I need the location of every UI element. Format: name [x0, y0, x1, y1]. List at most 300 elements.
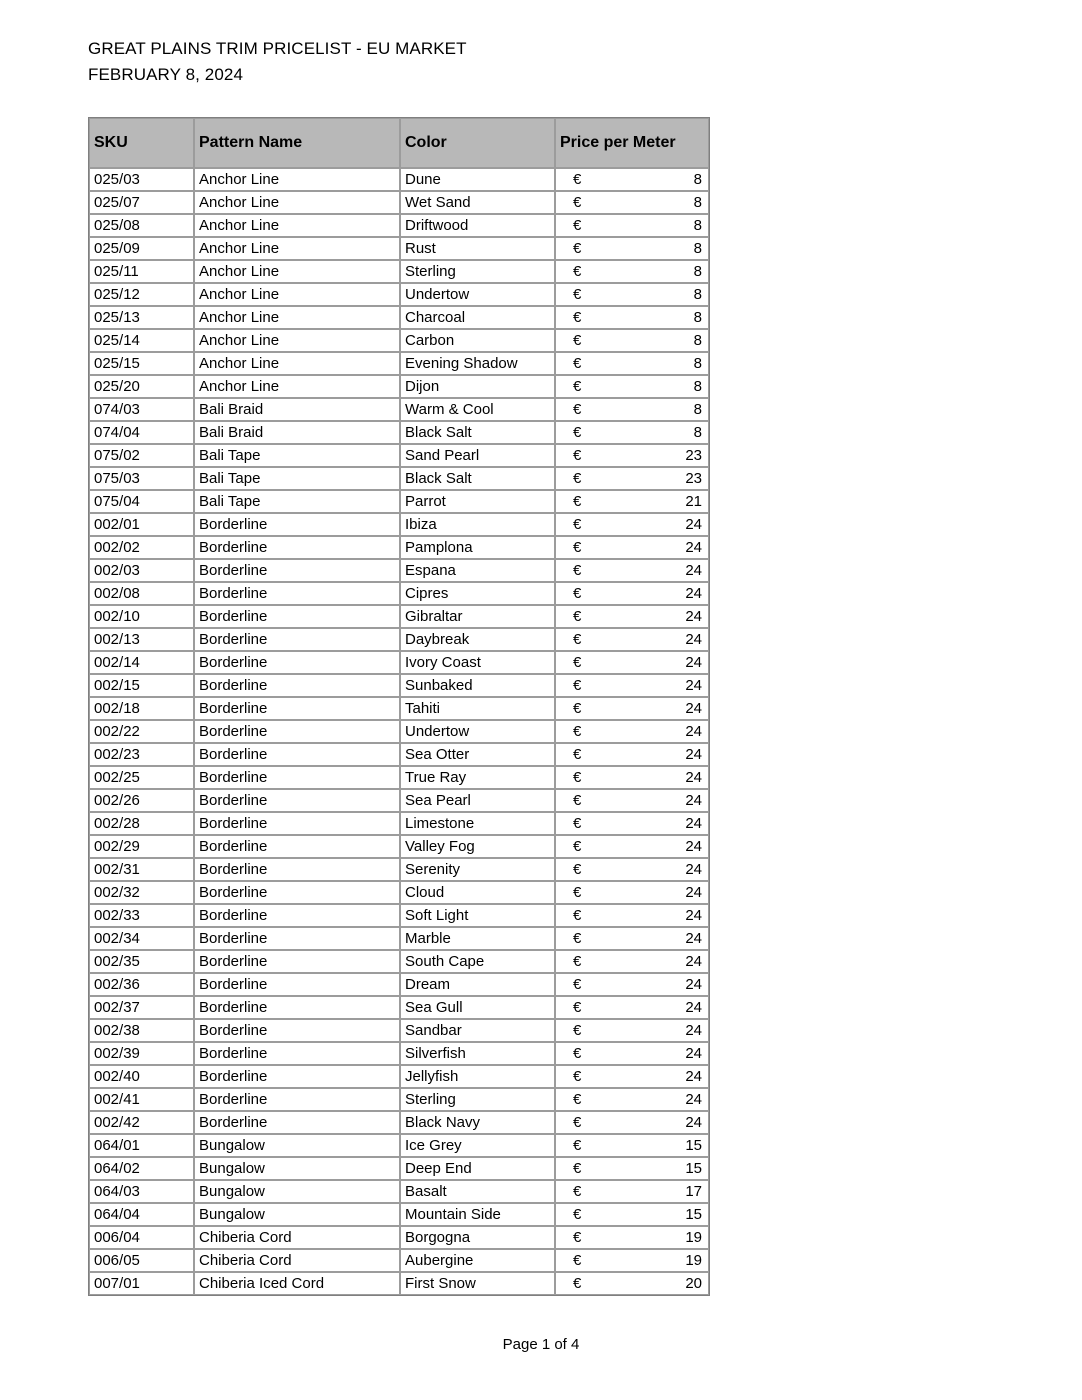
pattern-cell: Anchor Line: [194, 260, 400, 283]
currency-symbol: €: [573, 378, 582, 395]
table-row: [89, 1157, 709, 1180]
color-cell: Basalt: [400, 1180, 555, 1203]
sku-cell: 025/14: [89, 329, 194, 352]
price-wrap: [560, 677, 706, 694]
price-cell: [555, 306, 709, 329]
table-row: [89, 927, 709, 950]
currency-symbol: €: [573, 1183, 582, 1200]
price-value: 24: [685, 861, 702, 878]
sku-cell: 025/11: [89, 260, 194, 283]
sku-cell: 007/01: [89, 1272, 194, 1295]
pattern-cell: Chiberia Iced Cord: [194, 1272, 400, 1295]
color-cell: Dream: [400, 973, 555, 996]
color-cell: Black Salt: [400, 421, 555, 444]
pattern-cell: Anchor Line: [194, 283, 400, 306]
price-wrap: [560, 884, 706, 901]
price-wrap: [560, 286, 706, 303]
sku-cell: 002/35: [89, 950, 194, 973]
price-value: 24: [685, 700, 702, 717]
price-value: 17: [685, 1183, 702, 1200]
price-wrap: [560, 309, 706, 326]
currency-symbol: €: [573, 493, 582, 510]
price-wrap: [560, 838, 706, 855]
price-cell: [555, 1203, 709, 1226]
currency-symbol: €: [573, 746, 582, 763]
price-wrap: [560, 240, 706, 257]
currency-symbol: €: [573, 194, 582, 211]
sku-cell: 025/09: [89, 237, 194, 260]
price-wrap: [560, 447, 706, 464]
price-value: 24: [685, 976, 702, 993]
price-cell: [555, 1272, 709, 1295]
price-value: 24: [685, 723, 702, 740]
title-block: [88, 36, 467, 88]
price-wrap: [560, 654, 706, 671]
currency-symbol: €: [573, 723, 582, 740]
table-row: [89, 306, 709, 329]
price-wrap: [560, 332, 706, 349]
table-row: [89, 651, 709, 674]
color-cell: Gibraltar: [400, 605, 555, 628]
pattern-cell: Borderline: [194, 651, 400, 674]
price-cell: [555, 1226, 709, 1249]
table-row: [89, 398, 709, 421]
price-wrap: [560, 608, 706, 625]
price-wrap: [560, 355, 706, 372]
price-wrap: [560, 539, 706, 556]
pattern-cell: Borderline: [194, 559, 400, 582]
price-cell: [555, 1249, 709, 1272]
price-value: 24: [685, 953, 702, 970]
currency-symbol: €: [573, 999, 582, 1016]
price-value: 24: [685, 654, 702, 671]
price-wrap: [560, 700, 706, 717]
price-value: 24: [685, 838, 702, 855]
color-cell: Wet Sand: [400, 191, 555, 214]
sku-cell: 002/22: [89, 720, 194, 743]
currency-symbol: €: [573, 355, 582, 372]
price-cell: [555, 398, 709, 421]
price-value: 19: [685, 1252, 702, 1269]
table-row: [89, 743, 709, 766]
sku-cell: 002/41: [89, 1088, 194, 1111]
price-value: 8: [693, 171, 702, 188]
pattern-cell: Borderline: [194, 605, 400, 628]
price-value: 15: [685, 1137, 702, 1154]
table-row: [89, 352, 709, 375]
price-value: 24: [685, 930, 702, 947]
price-value: 23: [685, 447, 702, 464]
pattern-cell: Bungalow: [194, 1134, 400, 1157]
price-wrap: [560, 1068, 706, 1085]
currency-symbol: €: [573, 930, 582, 947]
price-value: 24: [685, 907, 702, 924]
price-cell: [555, 651, 709, 674]
pattern-cell: Borderline: [194, 513, 400, 536]
price-wrap: [560, 493, 706, 510]
price-cell: [555, 536, 709, 559]
price-wrap: [560, 516, 706, 533]
price-value: 15: [685, 1206, 702, 1223]
table-row: [89, 766, 709, 789]
price-cell: [555, 352, 709, 375]
sku-cell: 006/04: [89, 1226, 194, 1249]
pattern-cell: Borderline: [194, 582, 400, 605]
pattern-cell: Borderline: [194, 927, 400, 950]
table-row: [89, 329, 709, 352]
table-row: [89, 996, 709, 1019]
price-wrap: [560, 1229, 706, 1246]
pattern-cell: Bali Braid: [194, 421, 400, 444]
table-row: [89, 467, 709, 490]
color-cell: Limestone: [400, 812, 555, 835]
currency-symbol: €: [573, 424, 582, 441]
pattern-cell: Borderline: [194, 881, 400, 904]
table-row: [89, 513, 709, 536]
header-sku: SKU: [89, 118, 194, 168]
color-cell: Evening Shadow: [400, 352, 555, 375]
price-value: 8: [693, 309, 702, 326]
currency-symbol: €: [573, 516, 582, 533]
currency-symbol: €: [573, 217, 582, 234]
currency-symbol: €: [573, 976, 582, 993]
sku-cell: 075/02: [89, 444, 194, 467]
table-row: [89, 1019, 709, 1042]
color-cell: Cloud: [400, 881, 555, 904]
table-row: [89, 283, 709, 306]
price-cell: [555, 513, 709, 536]
pattern-cell: Anchor Line: [194, 306, 400, 329]
currency-symbol: €: [573, 539, 582, 556]
color-cell: Jellyfish: [400, 1065, 555, 1088]
table-row: [89, 1134, 709, 1157]
price-wrap: [560, 217, 706, 234]
price-wrap: [560, 470, 706, 487]
currency-symbol: €: [573, 171, 582, 188]
color-cell: Cipres: [400, 582, 555, 605]
color-cell: Silverfish: [400, 1042, 555, 1065]
sku-cell: 074/03: [89, 398, 194, 421]
table-row: [89, 421, 709, 444]
price-wrap: [560, 907, 706, 924]
pattern-cell: Borderline: [194, 789, 400, 812]
price-wrap: [560, 976, 706, 993]
price-cell: [555, 375, 709, 398]
price-wrap: [560, 424, 706, 441]
color-cell: Espana: [400, 559, 555, 582]
currency-symbol: €: [573, 240, 582, 257]
price-value: 24: [685, 792, 702, 809]
price-value: 24: [685, 1068, 702, 1085]
pattern-cell: Borderline: [194, 950, 400, 973]
color-cell: Tahiti: [400, 697, 555, 720]
price-cell: [555, 1157, 709, 1180]
price-cell: [555, 789, 709, 812]
price-value: 8: [693, 286, 702, 303]
price-cell: [555, 766, 709, 789]
color-cell: Charcoal: [400, 306, 555, 329]
price-wrap: [560, 585, 706, 602]
currency-symbol: €: [573, 309, 582, 326]
sku-cell: 064/03: [89, 1180, 194, 1203]
price-value: 15: [685, 1160, 702, 1177]
currency-symbol: €: [573, 769, 582, 786]
price-value: 24: [685, 539, 702, 556]
price-cell: [555, 329, 709, 352]
table-row: [89, 490, 709, 513]
pattern-cell: Borderline: [194, 1042, 400, 1065]
currency-symbol: €: [573, 792, 582, 809]
price-wrap: [560, 378, 706, 395]
price-cell: [555, 835, 709, 858]
currency-symbol: €: [573, 332, 582, 349]
price-wrap: [560, 401, 706, 418]
currency-symbol: €: [573, 700, 582, 717]
price-wrap: [560, 792, 706, 809]
sku-cell: 002/10: [89, 605, 194, 628]
sku-cell: 064/02: [89, 1157, 194, 1180]
table-row: [89, 720, 709, 743]
table-row: [89, 674, 709, 697]
pattern-cell: Borderline: [194, 628, 400, 651]
color-cell: Sterling: [400, 260, 555, 283]
color-cell: First Snow: [400, 1272, 555, 1295]
currency-symbol: €: [573, 1114, 582, 1131]
table-row: [89, 1203, 709, 1226]
sku-cell: 002/32: [89, 881, 194, 904]
price-cell: [555, 743, 709, 766]
price-value: 20: [685, 1275, 702, 1292]
pattern-cell: Anchor Line: [194, 237, 400, 260]
price-cell: [555, 605, 709, 628]
sku-cell: 025/08: [89, 214, 194, 237]
pattern-cell: Anchor Line: [194, 375, 400, 398]
currency-symbol: €: [573, 1022, 582, 1039]
sku-cell: 002/01: [89, 513, 194, 536]
price-wrap: [560, 999, 706, 1016]
price-wrap: [560, 815, 706, 832]
color-cell: Deep End: [400, 1157, 555, 1180]
price-cell: [555, 214, 709, 237]
price-wrap: [560, 861, 706, 878]
color-cell: Pamplona: [400, 536, 555, 559]
color-cell: Sandbar: [400, 1019, 555, 1042]
color-cell: True Ray: [400, 766, 555, 789]
pattern-cell: Anchor Line: [194, 352, 400, 375]
pattern-cell: Chiberia Cord: [194, 1249, 400, 1272]
pattern-cell: Borderline: [194, 674, 400, 697]
currency-symbol: €: [573, 631, 582, 648]
sku-cell: 002/38: [89, 1019, 194, 1042]
pattern-cell: Anchor Line: [194, 214, 400, 237]
price-wrap: [560, 562, 706, 579]
table-row: [89, 1226, 709, 1249]
sku-cell: 025/13: [89, 306, 194, 329]
sku-cell: 002/23: [89, 743, 194, 766]
sku-cell: 002/25: [89, 766, 194, 789]
page-footer: Page 1 of 4: [502, 1336, 580, 1353]
table-row: [89, 789, 709, 812]
table-row: [89, 628, 709, 651]
color-cell: Marble: [400, 927, 555, 950]
currency-symbol: €: [573, 861, 582, 878]
pattern-cell: Anchor Line: [194, 168, 400, 191]
price-cell: [555, 1042, 709, 1065]
color-cell: Dijon: [400, 375, 555, 398]
currency-symbol: €: [573, 907, 582, 924]
currency-symbol: €: [573, 884, 582, 901]
pattern-cell: Borderline: [194, 858, 400, 881]
pattern-cell: Bungalow: [194, 1157, 400, 1180]
pattern-cell: Borderline: [194, 766, 400, 789]
table-row: [89, 375, 709, 398]
table-row: [89, 904, 709, 927]
price-value: 24: [685, 815, 702, 832]
color-cell: Black Navy: [400, 1111, 555, 1134]
currency-symbol: €: [573, 815, 582, 832]
pattern-cell: Borderline: [194, 1019, 400, 1042]
price-value: 24: [685, 516, 702, 533]
pattern-cell: Anchor Line: [194, 329, 400, 352]
currency-symbol: €: [573, 1252, 582, 1269]
price-wrap: [560, 723, 706, 740]
color-cell: Carbon: [400, 329, 555, 352]
sku-cell: 002/29: [89, 835, 194, 858]
color-cell: Sea Pearl: [400, 789, 555, 812]
sku-cell: 002/42: [89, 1111, 194, 1134]
currency-symbol: €: [573, 1275, 582, 1292]
color-cell: Borgogna: [400, 1226, 555, 1249]
price-wrap: [560, 953, 706, 970]
table-row: [89, 605, 709, 628]
pattern-cell: Borderline: [194, 1088, 400, 1111]
color-cell: Sea Otter: [400, 743, 555, 766]
sku-cell: 025/12: [89, 283, 194, 306]
price-cell: [555, 1134, 709, 1157]
price-value: 8: [693, 401, 702, 418]
price-cell: [555, 559, 709, 582]
color-cell: Rust: [400, 237, 555, 260]
price-wrap: [560, 194, 706, 211]
currency-symbol: €: [573, 1091, 582, 1108]
price-cell: [555, 1065, 709, 1088]
price-cell: [555, 628, 709, 651]
table-row: [89, 1111, 709, 1134]
sku-cell: 025/03: [89, 168, 194, 191]
price-wrap: [560, 171, 706, 188]
pattern-cell: Bali Braid: [194, 398, 400, 421]
color-cell: Soft Light: [400, 904, 555, 927]
price-cell: [555, 720, 709, 743]
price-value: 24: [685, 677, 702, 694]
currency-symbol: €: [573, 1206, 582, 1223]
sku-cell: 025/20: [89, 375, 194, 398]
price-value: 23: [685, 470, 702, 487]
sku-cell: 002/31: [89, 858, 194, 881]
price-value: 24: [685, 999, 702, 1016]
price-wrap: [560, 1252, 706, 1269]
price-value: 24: [685, 1091, 702, 1108]
table-row: [89, 812, 709, 835]
sku-cell: 002/08: [89, 582, 194, 605]
sku-cell: 002/37: [89, 996, 194, 1019]
currency-symbol: €: [573, 286, 582, 303]
pattern-cell: Chiberia Cord: [194, 1226, 400, 1249]
price-cell: [555, 444, 709, 467]
color-cell: Sand Pearl: [400, 444, 555, 467]
table-row: [89, 1042, 709, 1065]
pattern-cell: Bungalow: [194, 1180, 400, 1203]
table-row: [89, 881, 709, 904]
price-cell: [555, 237, 709, 260]
pattern-cell: Borderline: [194, 720, 400, 743]
table-row: [89, 536, 709, 559]
color-cell: Driftwood: [400, 214, 555, 237]
pattern-cell: Bungalow: [194, 1203, 400, 1226]
document-date: FEBRUARY 8, 2024: [88, 65, 243, 84]
color-cell: Warm & Cool: [400, 398, 555, 421]
sku-cell: 002/14: [89, 651, 194, 674]
currency-symbol: €: [573, 608, 582, 625]
sku-cell: 002/15: [89, 674, 194, 697]
pattern-cell: Bali Tape: [194, 467, 400, 490]
sku-cell: 064/04: [89, 1203, 194, 1226]
table-row: [89, 1249, 709, 1272]
price-value: 24: [685, 562, 702, 579]
price-value: 19: [685, 1229, 702, 1246]
price-value: 8: [693, 217, 702, 234]
currency-symbol: €: [573, 1229, 582, 1246]
price-value: 8: [693, 355, 702, 372]
sku-cell: 025/07: [89, 191, 194, 214]
pattern-cell: Borderline: [194, 835, 400, 858]
sku-cell: 002/40: [89, 1065, 194, 1088]
price-value: 24: [685, 631, 702, 648]
sku-cell: 002/13: [89, 628, 194, 651]
currency-symbol: €: [573, 447, 582, 464]
header-price-per-meter: Price per Meter: [555, 118, 709, 168]
table-row: [89, 260, 709, 283]
color-cell: Dune: [400, 168, 555, 191]
price-cell: [555, 881, 709, 904]
price-cell: [555, 973, 709, 996]
table-row: [89, 582, 709, 605]
sku-cell: 002/39: [89, 1042, 194, 1065]
price-cell: [555, 858, 709, 881]
currency-symbol: €: [573, 654, 582, 671]
header-pattern-name: Pattern Name: [194, 118, 400, 168]
price-wrap: [560, 1022, 706, 1039]
table-row: [89, 191, 709, 214]
price-wrap: [560, 1275, 706, 1292]
price-value: 8: [693, 378, 702, 395]
sku-cell: 002/34: [89, 927, 194, 950]
price-value: 21: [685, 493, 702, 510]
price-wrap: [560, 930, 706, 947]
color-cell: Daybreak: [400, 628, 555, 651]
price-value: 24: [685, 1114, 702, 1131]
table-row: [89, 237, 709, 260]
price-value: 24: [685, 746, 702, 763]
price-value: 24: [685, 1022, 702, 1039]
sku-cell: 075/04: [89, 490, 194, 513]
table-row: [89, 835, 709, 858]
currency-symbol: €: [573, 1160, 582, 1177]
table-row: [89, 1065, 709, 1088]
currency-symbol: €: [573, 401, 582, 418]
price-cell: [555, 582, 709, 605]
price-cell: [555, 927, 709, 950]
